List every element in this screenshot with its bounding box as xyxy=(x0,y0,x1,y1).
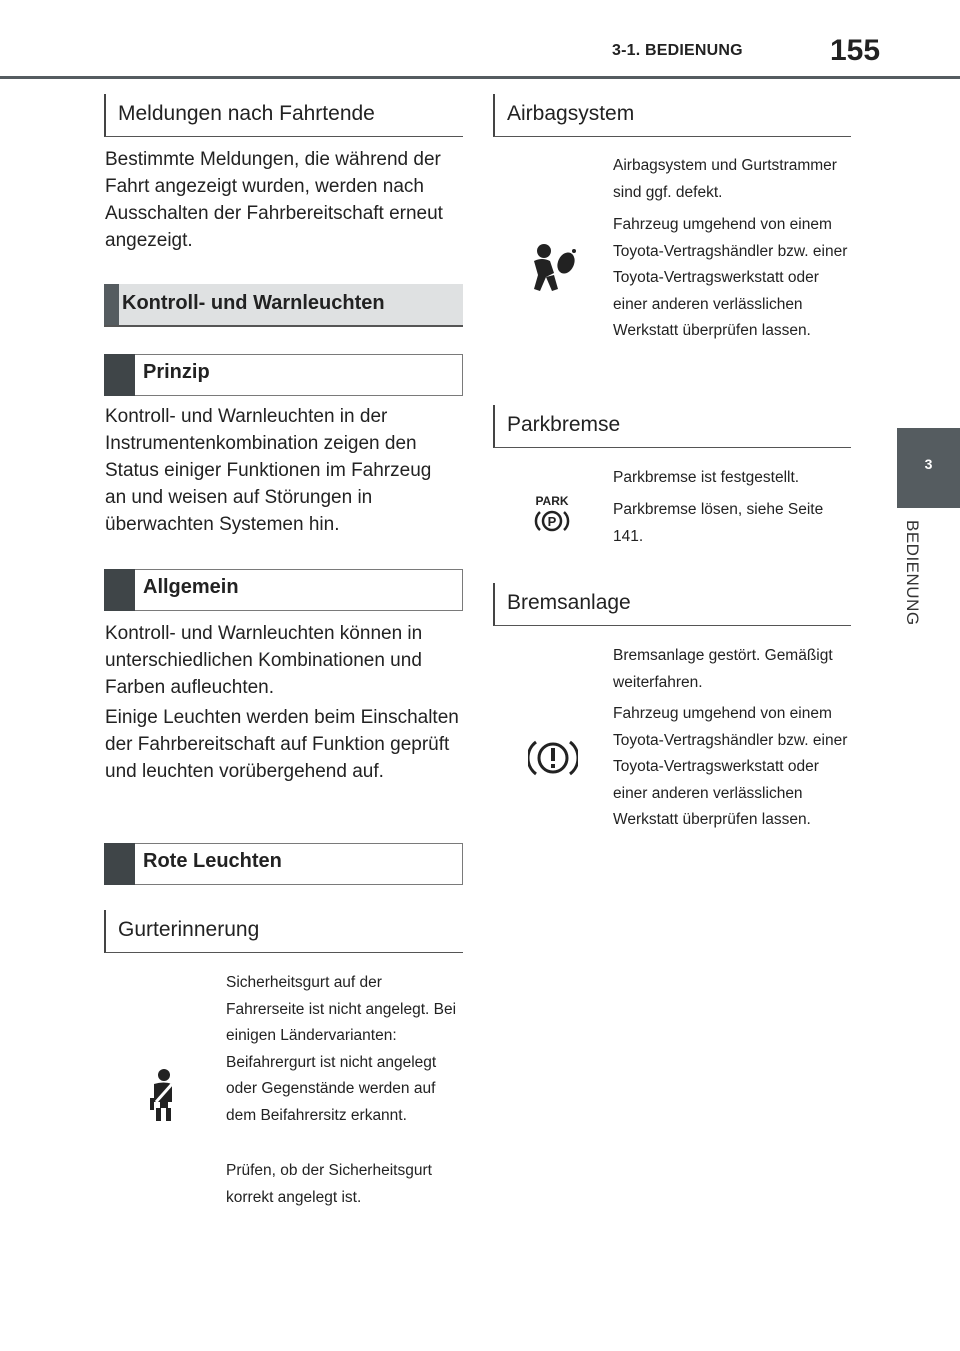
park-icon-letter: P xyxy=(547,514,557,529)
gurt-text-1: Sicherheitsgurt auf der Fahrerseite ist nicht angelegt. Bei einigen Ländervarianten: Beifahrergurt ist nicht angelegt oder Gegenstände werden auf dem Beifahrersitz erkannt. xyxy=(226,974,457,1124)
heading-kontroll xyxy=(104,284,463,327)
chapter-label: BEDIENUNG xyxy=(903,520,922,626)
heading-gurt xyxy=(104,910,463,953)
heading-allgemein xyxy=(104,569,463,611)
prinzip-text: Kontroll- und Warnleuchten in der Instrumentenkombination zeigen den Status einiger Funktionen im Fahrzeug an und weisen auf Störungen in überwachten Systemen hin. xyxy=(105,406,432,535)
brake-warning-icon xyxy=(528,738,578,778)
page-number: 155 xyxy=(830,34,881,67)
heading-meldungen-text: Meldungen nach Fahrtende xyxy=(118,102,375,125)
heading-rote-text: Rote Leuchten xyxy=(143,850,282,872)
heading-gurt-text: Gurterinnerung xyxy=(118,918,260,941)
heading-park-text: Parkbremse xyxy=(507,413,621,436)
airbag-text-2: Fahrzeug umgehend von einem Toyota-Vertragshändler bzw. einer Toyota-Vertragswerkstatt oder einer anderen verlässlichen Werkstatt überprüfen lassen. xyxy=(613,216,848,339)
heading-prinzip xyxy=(104,354,463,396)
seatbelt-icon xyxy=(148,1068,178,1122)
heading-brems-text: Bremsanlage xyxy=(507,591,631,614)
heading-airbag xyxy=(493,94,851,137)
airbag-icon xyxy=(528,243,580,293)
brems-text-2: Fahrzeug umgehend von einem Toyota-Vertragshändler bzw. einer Toyota-Vertragswerkstatt oder einer anderen verlässlichen Werkstatt überprüfen lassen. xyxy=(613,705,848,828)
brems-text-1: Bremsanlage gestört. Gemäßigt weiterfahren. xyxy=(613,647,833,691)
gurt-text-2: Prüfen, ob der Sicherheitsgurt korrekt angelegt ist. xyxy=(226,1162,432,1206)
heading-brems xyxy=(493,583,851,626)
heading-airbag-text: Airbagsystem xyxy=(507,102,635,125)
allgemein-text-2: Einige Leuchten werden beim Einschalten der Fahrbereitschaft auf Funktion geprüft und leuchten vorübergehend auf. xyxy=(105,707,459,782)
section-title: 3-1. BEDIENUNG xyxy=(612,42,743,59)
airbag-text-1: Airbagsystem und Gurtstrammer sind ggf. defekt. xyxy=(613,157,837,201)
header-rule xyxy=(0,76,960,79)
allgemein-text-1: Kontroll- und Warnleuchten können in unterschiedlichen Kombinationen und Farben aufleuchten. xyxy=(105,623,423,698)
meldungen-text: Bestimmte Meldungen, die während der Fahrt angezeigt wurden, werden nach Ausschalten der Fahrbereitschaft erneut angezeigt. xyxy=(105,149,443,251)
heading-meldungen xyxy=(104,94,463,137)
heading-rote xyxy=(104,843,463,885)
park-text-2: Parkbremse lösen, siehe Seite 141. xyxy=(613,501,824,545)
park-icon-text: PARK xyxy=(535,494,569,508)
park-brake-icon xyxy=(532,492,572,532)
chapter-number: 3 xyxy=(924,456,933,472)
heading-prinzip-text: Prinzip xyxy=(143,361,210,383)
park-text-1: Parkbremse ist festgestellt. xyxy=(613,469,800,486)
heading-allgemein-text: Allgemein xyxy=(143,576,239,598)
heading-park xyxy=(493,405,851,448)
heading-kontroll-text: Kontroll- und Warnleuchten xyxy=(122,292,385,314)
